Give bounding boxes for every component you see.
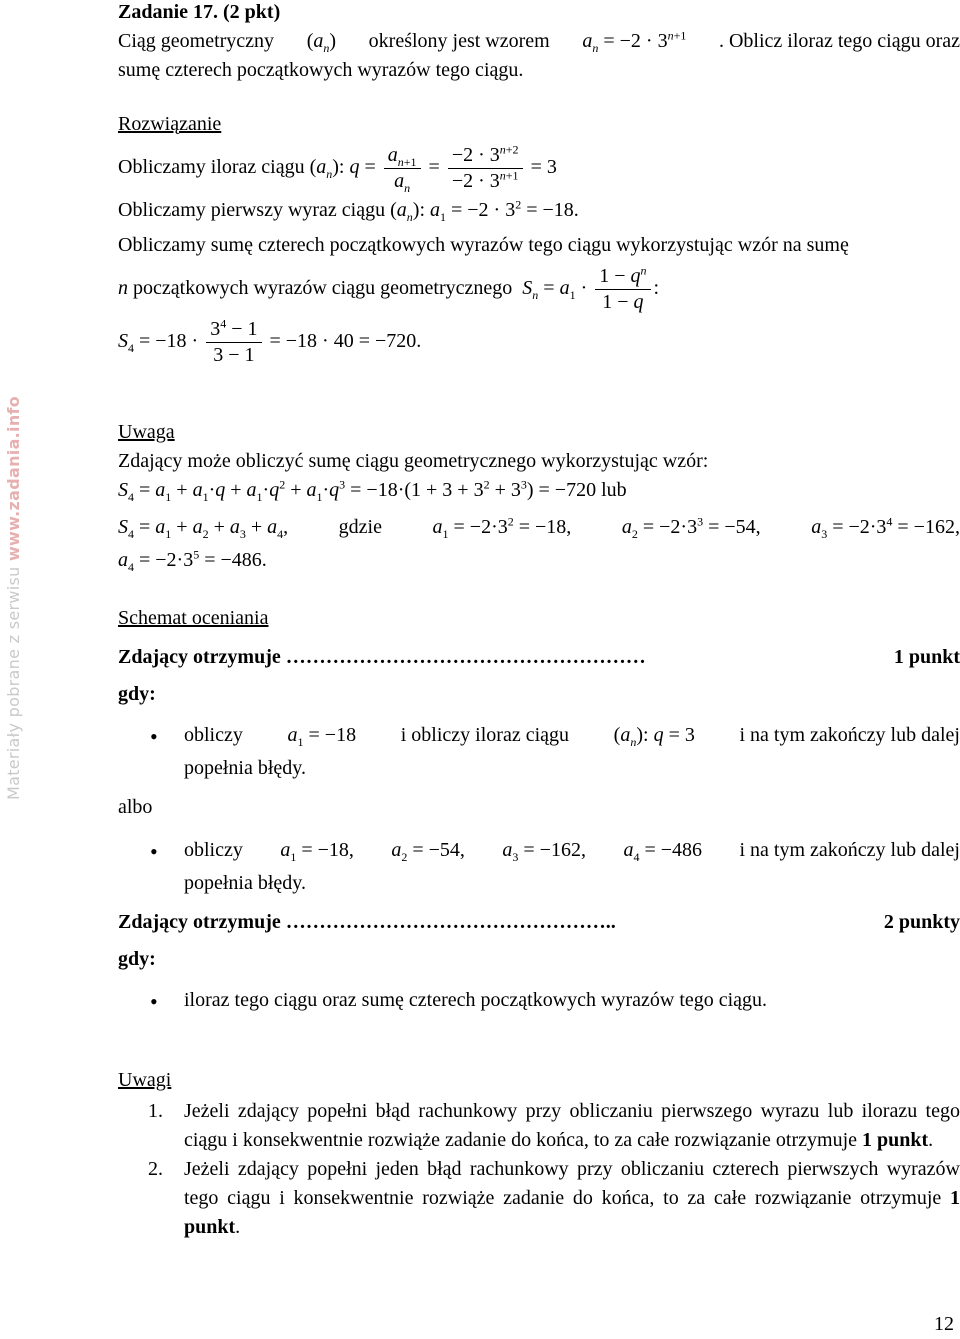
bullet-2: • obliczy $a_1 = -18$, $a_2 = -54$, $a_3 = -162$, $a_4 = -486$ i na tym zakończy lub dalej popełnia błędy. <box>118 836 960 898</box>
watermark-site: www.zadania.info <box>4 395 23 562</box>
grading-scheme: Schemat oceniania Zdający otrzymuje ……………………………………………… 1 punkt gdy: • obliczy $a_1 = -18$ i obliczy iloraz ciągu $(a_n)$: q = 3 i na tym zakończy lub dalej popełnia błędy. albo • obliczy $a_1 = -18$, $a_2 = -54$, $a_3 = -162$, $a_4 = -486$ i na tym zakończy lub dalej popełnia błędy. Zdający otrzymuje ………………………………………….. 2 punkty gdy: • iloraz tego ciągu oraz sumę czterech początkowych wyrazów tego ciągu. <box>118 604 960 1015</box>
page-number: 12 <box>934 1313 954 1335</box>
remark-1: 1. Jeżeli zdający popełni błąd rachunkowy przy obliczaniu pierwszego wyrazu lub ilorazu tego ciągu i konsekwentnie rozwiąże zadanie do końca, to za całe rozwiązanie otrzymuje 1 punkt. <box>148 1100 960 1151</box>
bullet-1: • obliczy $a_1 = -18$ i obliczy iloraz ciągu $(a_n)$: q = 3 i na tym zakończy lub dalej popełnia błędy. <box>118 721 960 783</box>
formula-sequence: $(a_n)$ <box>306 30 337 55</box>
note-formula-2: $S_4 = a_1 + a_2 + a_3 + a_4$, gdzie $a_1 = -2\cdot 3^2 = -18$, $a_2 = -2\cdot 3^3 = -54$, $a_3 = -2\cdot 3^4 = -162$, <box>118 514 960 541</box>
note-heading: Uwaga <box>118 421 175 443</box>
watermark: Materiały pobrane z serwisu www.zadania.info <box>4 395 23 800</box>
remarks <box>118 1066 960 1242</box>
quotient-line: Obliczamy iloraz ciągu $(a_n)$: q = $\frac{a_{n+1}}{a_n}$ = $\frac{-2 \cdot 3^{n+2}}{-2 \cdot 3^{n+1}}$ = 3 <box>118 142 557 195</box>
task-statement: Zadanie 17. (2 pkt) Ciąg geometryczny $(a_n)$ określony jest wzorem $a_n = -2 \cdot 3^{n+1}$ . Oblicz iloraz tego ciągu oraz sumę czterech początkowych wyrazów tego ciągu. <box>118 0 960 85</box>
note: Uwaga Zdający może obliczyć sumę ciągu geometrycznego wykorzystując wzór: $S_4 = a_1 + a_1\cdot q + a_1\cdot q^2 + a_1\cdot q^3 = -18\cdot(1 + 3 + 3^2 + 3^3) = -720$ lub $S_4 = a_1 + a_2 + a_3 + a_4$, gdzie $a_1 = -2\cdot 3^2 = -18$, $a_2 = -2\cdot 3^3 = -54$, $a_3 = -2\cdot 3^4 = -162$, $a_4 = -2\cdot 3^5 = -486$. <box>118 418 960 575</box>
task-title: Zadanie 17. (2 pkt) <box>118 1 281 23</box>
bullet-3: • iloraz tego ciągu oraz sumę czterech początkowych wyrazów tego ciągu. <box>118 986 960 1015</box>
note-formula-1: $S_4 = a_1 + a_1\cdot q + a_1\cdot q^2 + a_1\cdot q^3 = -18\cdot(1 + 3 + 3^2 + 3^3) = -720$ lub <box>118 477 627 504</box>
remark-2: 2. Jeżeli zdający popełni jeden błąd rachunkowy przy obliczaniu czterech pierwszych wyrazów tego ciągu i konsekwentnie rozwiąże zadanie do końca, to za całe rozwiązanie otrzymuje 1 punkt. <box>148 1158 960 1238</box>
sum-result-line: $S_4 = -18$ · $\frac{3^4 - 1}{3 - 1}$ = −18 · 40 = −720. <box>118 316 422 366</box>
sum-formula-line: n początkowych wyrazów ciągu geometrycznego $S_n = a_1$ · $\frac{1 - q^n}{1 - q}$ : <box>118 263 660 313</box>
points-2-line: Zdający otrzymuje ………………………………………….. 2 punkty <box>118 911 960 933</box>
solution: Rozwiązanie Obliczamy iloraz ciągu $(a_n)$: q = $\frac{a_{n+1}}{a_n}$ = $\frac{-2 \cdot 3^{n+2}}{-2 \cdot 3^{n+1}}$ = 3 Obliczamy pierwszy wyraz ciągu $(a_n)$: $a_1 = -2 \cdot 3^2 = -18$. Obliczamy sumę czterech początkowych wyrazów tego ciągu wykorzystując wzór na sumę n początkowych wyrazów ciągu geometrycznego $S_n = a_1$ · $\frac{1 - q^n}{1 - q}$ : $S_4 = -18$ · $\frac{3^4 - 1}{3 - 1}$ = −18 · 40 = −720. <box>118 110 960 368</box>
note-formula-3: $a_4 = -2\cdot 3^5 = -486$. <box>118 547 267 574</box>
scheme-heading: Schemat oceniania <box>118 607 269 629</box>
points-1-line: Zdający otrzymuje ……………………………………………… 1 punkt <box>118 646 960 668</box>
formula-general-term: $a_n = -2 \cdot 3^{n+1}$ <box>582 28 687 55</box>
remarks-heading: Uwagi <box>118 1069 172 1091</box>
solution-heading: Rozwiązanie <box>118 113 222 135</box>
first-term-line: Obliczamy pierwszy wyraz ciągu $(a_n)$: $a_1 = -2 \cdot 3^2 = -18$. <box>118 197 579 224</box>
